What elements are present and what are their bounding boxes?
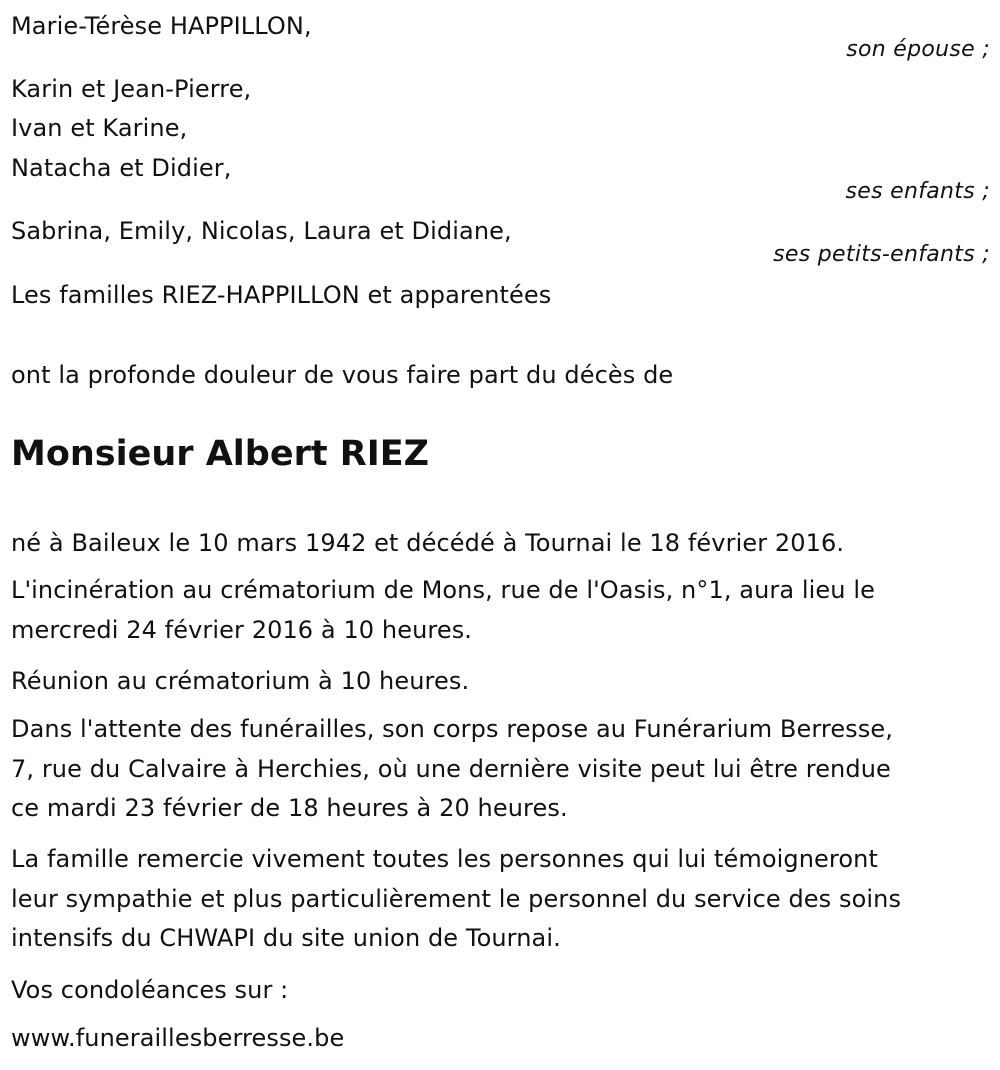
condolences-label: Vos condoléances sur :: [11, 976, 289, 1004]
cremation-line: mercredi 24 février 2016 à 10 heures.: [11, 615, 473, 644]
thanks-line: leur sympathie et plus particulièrement le personnel du service des soins: [11, 884, 902, 913]
visitation-line: Dans l'attente des funérailles, son corps repose au Funérarium Berresse,: [11, 715, 893, 743]
condolences-paragraph: [11, 971, 996, 1011]
birth-death-text: né à Baileux le 10 mars 1942 et décédé à Tournai le 18 février 2016.: [11, 529, 845, 557]
announcement-text: ont la profonde douleur de vous faire part du décès de: [11, 361, 674, 389]
website-paragraph: [11, 1019, 996, 1059]
meeting-paragraph: [11, 662, 996, 702]
thanks-paragraph: [11, 840, 996, 959]
cremation-paragraph: [11, 571, 996, 650]
meeting-text: Réunion au crématorium à 10 heures.: [11, 667, 470, 695]
visitation-line: ce mardi 23 février de 18 heures à 20 heures.: [11, 794, 568, 822]
child-line: Natacha et Didier,: [11, 154, 232, 182]
visitation-line: 7, rue du Calvaire à Herchies, où une dernière visite peut lui être rendue: [11, 754, 891, 783]
visitation-paragraph: [11, 710, 996, 829]
spouse-name: Marie-Térèse HAPPILLON,: [11, 12, 312, 40]
child-line: Ivan et Karine,: [11, 114, 188, 142]
grandchildren-role: ses petits-enfants ;: [773, 242, 990, 267]
grandchildren-names: Sabrina, Emily, Nicolas, Laura et Didiane,: [11, 217, 512, 245]
child-line: Karin et Jean-Pierre,: [11, 75, 252, 103]
deceased-name: Monsieur Albert RIEZ: [11, 434, 430, 474]
thanks-line: intensifs du CHWAPI du site union de Tournai.: [11, 924, 561, 952]
extended-families: Les familles RIEZ-HAPPILLON et apparentées: [11, 281, 552, 309]
birth-death-paragraph: [11, 524, 996, 564]
website-link[interactable]: www.funeraillesberresse.be: [11, 1024, 345, 1052]
children-role: ses enfants ;: [845, 179, 990, 204]
spouse-role: son épouse ;: [846, 37, 990, 62]
thanks-line: La famille remercie vivement toutes les personnes qui lui témoigneront: [11, 845, 878, 873]
cremation-line: L'incinération au crématorium de Mons, rue de l'Oasis, n°1, aura lieu le: [11, 576, 875, 604]
